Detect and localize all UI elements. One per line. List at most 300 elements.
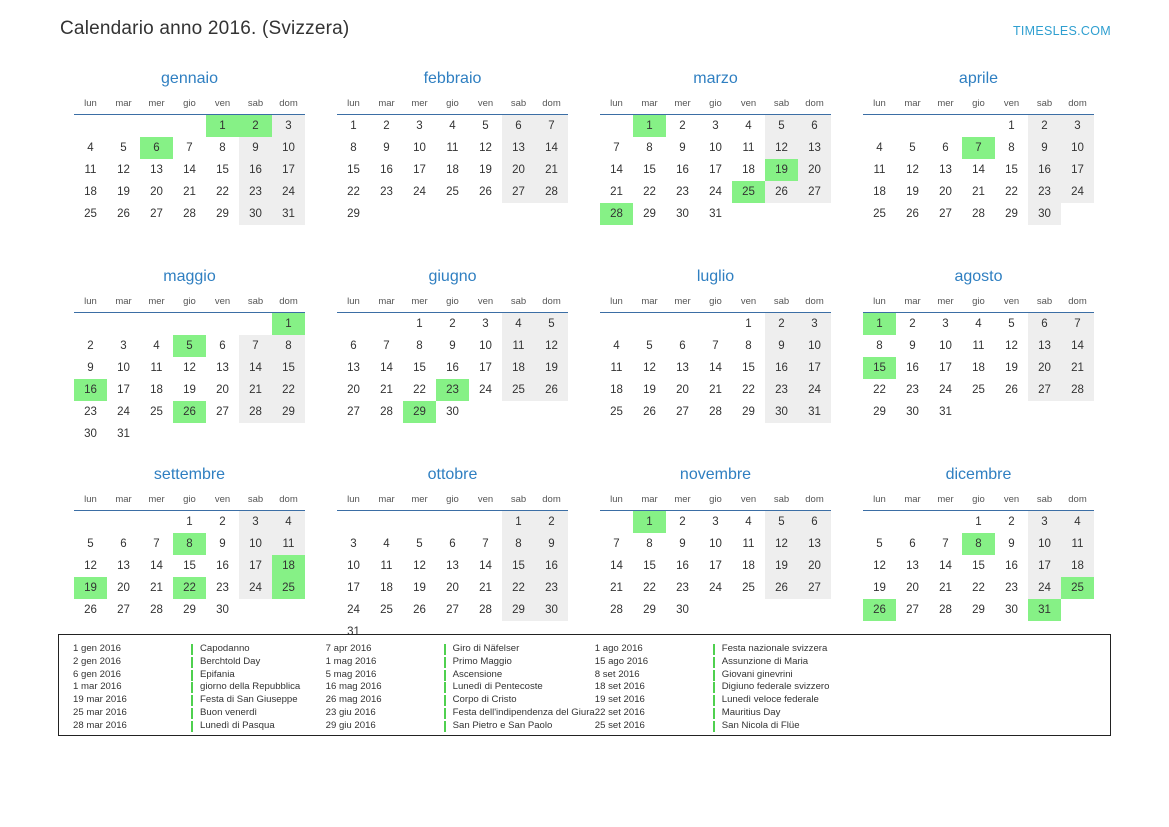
day-weekend[interactable]: 26 — [765, 577, 798, 599]
day-holiday[interactable]: 19 — [74, 577, 107, 599]
day-cell[interactable]: 14 — [709, 362, 722, 374]
day-weekend[interactable]: 13 — [798, 533, 831, 555]
day-cell[interactable]: 12 — [479, 142, 492, 154]
day-cell[interactable]: 15 — [216, 164, 229, 176]
day-weekend[interactable]: 7 — [239, 335, 272, 357]
day-cell[interactable]: 10 — [709, 142, 722, 154]
day-cell[interactable]: 19 — [906, 186, 919, 198]
day-cell[interactable]: 26 — [84, 604, 97, 616]
day-cell[interactable]: 12 — [84, 560, 97, 572]
day-cell[interactable]: 21 — [479, 582, 492, 594]
day-cell[interactable]: 2 — [383, 120, 390, 132]
day-weekend[interactable]: 13 — [1028, 335, 1061, 357]
day-weekend[interactable]: 25 — [502, 379, 535, 401]
day-weekend[interactable]: 2 — [765, 313, 798, 336]
day-cell[interactable]: 28 — [380, 406, 393, 418]
day-weekend[interactable]: 4 — [502, 313, 535, 336]
day-cell[interactable]: 13 — [117, 560, 130, 572]
day-holiday[interactable]: 5 — [173, 335, 206, 357]
day-cell[interactable]: 1 — [745, 318, 752, 330]
day-cell[interactable]: 14 — [972, 164, 985, 176]
day-cell[interactable]: 12 — [643, 362, 656, 374]
day-cell[interactable]: 2 — [679, 120, 686, 132]
day-cell[interactable]: 11 — [84, 164, 97, 176]
day-cell[interactable]: 18 — [446, 164, 459, 176]
day-cell[interactable]: 10 — [413, 142, 426, 154]
day-cell[interactable]: 17 — [939, 362, 952, 374]
day-cell[interactable]: 25 — [610, 406, 623, 418]
day-cell[interactable]: 27 — [216, 406, 229, 418]
day-cell[interactable]: 1 — [975, 516, 982, 528]
day-cell[interactable]: 21 — [380, 384, 393, 396]
day-cell[interactable]: 21 — [939, 582, 952, 594]
day-cell[interactable]: 4 — [153, 340, 160, 352]
day-weekend[interactable]: 12 — [535, 335, 568, 357]
day-cell[interactable]: 28 — [610, 604, 623, 616]
day-cell[interactable]: 2 — [219, 516, 226, 528]
day-weekend[interactable]: 26 — [535, 379, 568, 401]
day-cell[interactable]: 15 — [742, 362, 755, 374]
day-cell[interactable]: 28 — [939, 604, 952, 616]
day-weekend[interactable]: 18 — [502, 357, 535, 379]
day-holiday[interactable]: 2 — [239, 115, 272, 138]
day-cell[interactable]: 5 — [87, 538, 94, 550]
day-weekend[interactable]: 21 — [535, 159, 568, 181]
day-cell[interactable]: 21 — [610, 186, 623, 198]
day-cell[interactable]: 14 — [380, 362, 393, 374]
day-cell[interactable]: 4 — [745, 120, 752, 132]
day-weekend[interactable]: 23 — [535, 577, 568, 599]
day-cell[interactable]: 26 — [1005, 384, 1018, 396]
day-weekend[interactable]: 3 — [798, 313, 831, 336]
day-weekend[interactable]: 24 — [1028, 577, 1061, 599]
day-cell[interactable]: 12 — [1005, 340, 1018, 352]
day-weekend[interactable]: 21 — [1061, 357, 1094, 379]
day-weekend[interactable]: 23 — [239, 181, 272, 203]
day-cell[interactable]: 11 — [873, 164, 886, 176]
day-cell[interactable]: 3 — [350, 538, 357, 550]
day-cell[interactable]: 3 — [942, 318, 949, 330]
day-cell[interactable]: 25 — [380, 604, 393, 616]
day-cell[interactable]: 13 — [216, 362, 229, 374]
day-weekend[interactable]: 12 — [765, 533, 798, 555]
day-holiday[interactable]: 31 — [1028, 599, 1061, 621]
day-weekend[interactable]: 16 — [1028, 159, 1061, 181]
day-cell[interactable]: 17 — [709, 560, 722, 572]
day-cell[interactable]: 4 — [876, 142, 883, 154]
day-cell[interactable]: 23 — [380, 186, 393, 198]
day-holiday[interactable]: 8 — [962, 533, 995, 555]
day-cell[interactable]: 10 — [479, 340, 492, 352]
day-cell[interactable]: 30 — [676, 604, 689, 616]
day-holiday[interactable]: 25 — [272, 577, 305, 599]
day-cell[interactable]: 6 — [942, 142, 949, 154]
day-cell[interactable]: 14 — [479, 560, 492, 572]
day-weekend[interactable]: 30 — [535, 599, 568, 621]
day-cell[interactable]: 16 — [380, 164, 393, 176]
day-weekend[interactable]: 3 — [239, 511, 272, 534]
day-weekend[interactable]: 20 — [798, 555, 831, 577]
day-cell[interactable]: 2 — [679, 516, 686, 528]
day-weekend[interactable]: 31 — [798, 401, 831, 423]
day-cell[interactable]: 19 — [413, 582, 426, 594]
day-cell[interactable]: 8 — [646, 142, 653, 154]
day-weekend[interactable]: 8 — [502, 533, 535, 555]
day-cell[interactable]: 19 — [479, 164, 492, 176]
day-weekend[interactable]: 12 — [765, 137, 798, 159]
day-cell[interactable]: 7 — [383, 340, 390, 352]
day-cell[interactable]: 31 — [939, 406, 952, 418]
day-cell[interactable]: 19 — [873, 582, 886, 594]
day-cell[interactable]: 15 — [347, 164, 360, 176]
day-cell[interactable]: 30 — [1005, 604, 1018, 616]
day-weekend[interactable]: 7 — [1061, 313, 1094, 336]
day-cell[interactable]: 22 — [1005, 186, 1018, 198]
day-cell[interactable]: 29 — [347, 208, 360, 220]
day-cell[interactable]: 11 — [742, 538, 755, 550]
day-weekend[interactable]: 7 — [535, 115, 568, 138]
day-cell[interactable]: 20 — [150, 186, 163, 198]
day-cell[interactable]: 25 — [742, 582, 755, 594]
day-cell[interactable]: 9 — [219, 538, 226, 550]
day-weekend[interactable]: 17 — [1061, 159, 1094, 181]
day-weekend[interactable]: 1 — [502, 511, 535, 534]
day-cell[interactable]: 8 — [416, 340, 423, 352]
day-weekend[interactable]: 27 — [798, 577, 831, 599]
day-cell[interactable]: 7 — [153, 538, 160, 550]
day-cell[interactable]: 17 — [709, 164, 722, 176]
day-cell[interactable]: 30 — [84, 428, 97, 440]
day-cell[interactable]: 29 — [216, 208, 229, 220]
day-holiday[interactable]: 15 — [863, 357, 896, 379]
day-weekend[interactable]: 24 — [798, 379, 831, 401]
day-cell[interactable]: 22 — [347, 186, 360, 198]
day-weekend[interactable]: 29 — [502, 599, 535, 621]
day-cell[interactable]: 12 — [183, 362, 196, 374]
day-cell[interactable]: 27 — [446, 604, 459, 616]
day-cell[interactable]: 15 — [643, 164, 656, 176]
day-cell[interactable]: 26 — [479, 186, 492, 198]
day-weekend[interactable]: 28 — [535, 181, 568, 203]
day-holiday[interactable]: 23 — [436, 379, 469, 401]
day-holiday[interactable]: 26 — [863, 599, 896, 621]
day-weekend[interactable]: 11 — [502, 335, 535, 357]
day-cell[interactable]: 17 — [479, 362, 492, 374]
day-cell[interactable]: 21 — [610, 582, 623, 594]
day-cell[interactable]: 14 — [150, 560, 163, 572]
day-weekend[interactable]: 23 — [1028, 181, 1061, 203]
day-weekend[interactable]: 10 — [1061, 137, 1094, 159]
day-cell[interactable]: 3 — [712, 516, 719, 528]
day-cell[interactable]: 13 — [939, 164, 952, 176]
day-weekend[interactable]: 22 — [502, 577, 535, 599]
day-holiday[interactable]: 7 — [962, 137, 995, 159]
day-cell[interactable]: 22 — [413, 384, 426, 396]
day-weekend[interactable]: 30 — [765, 401, 798, 423]
day-cell[interactable]: 29 — [742, 406, 755, 418]
day-cell[interactable]: 23 — [84, 406, 97, 418]
day-cell[interactable]: 11 — [972, 340, 985, 352]
day-cell[interactable]: 8 — [1008, 142, 1015, 154]
day-cell[interactable]: 8 — [876, 340, 883, 352]
day-weekend[interactable]: 8 — [272, 335, 305, 357]
day-cell[interactable]: 3 — [120, 340, 127, 352]
day-weekend[interactable]: 17 — [272, 159, 305, 181]
day-holiday[interactable]: 1 — [272, 313, 305, 336]
day-holiday[interactable]: 6 — [140, 137, 173, 159]
day-holiday[interactable]: 22 — [173, 577, 206, 599]
day-weekend[interactable]: 2 — [535, 511, 568, 534]
day-cell[interactable]: 16 — [906, 362, 919, 374]
day-cell[interactable]: 22 — [643, 582, 656, 594]
day-weekend[interactable]: 10 — [798, 335, 831, 357]
day-holiday[interactable]: 1 — [633, 511, 666, 534]
day-weekend[interactable]: 31 — [272, 203, 305, 225]
day-cell[interactable]: 4 — [383, 538, 390, 550]
day-weekend[interactable]: 20 — [1028, 357, 1061, 379]
day-holiday[interactable]: 26 — [173, 401, 206, 423]
day-cell[interactable]: 13 — [347, 362, 360, 374]
day-weekend[interactable]: 3 — [1028, 511, 1061, 534]
day-weekend[interactable]: 10 — [1028, 533, 1061, 555]
day-cell[interactable]: 20 — [446, 582, 459, 594]
day-cell[interactable]: 29 — [643, 208, 656, 220]
day-weekend[interactable]: 14 — [535, 137, 568, 159]
day-cell[interactable]: 27 — [117, 604, 130, 616]
day-cell[interactable]: 13 — [150, 164, 163, 176]
day-cell[interactable]: 7 — [712, 340, 719, 352]
day-cell[interactable]: 11 — [610, 362, 623, 374]
day-cell[interactable]: 18 — [873, 186, 886, 198]
day-cell[interactable]: 4 — [975, 318, 982, 330]
day-cell[interactable]: 27 — [347, 406, 360, 418]
day-cell[interactable]: 7 — [482, 538, 489, 550]
day-cell[interactable]: 5 — [909, 142, 916, 154]
day-cell[interactable]: 5 — [876, 538, 883, 550]
day-cell[interactable]: 31 — [709, 208, 722, 220]
day-cell[interactable]: 24 — [479, 384, 492, 396]
day-weekend[interactable]: 27 — [798, 181, 831, 203]
day-cell[interactable]: 8 — [219, 142, 226, 154]
day-cell[interactable]: 13 — [446, 560, 459, 572]
day-cell[interactable]: 30 — [676, 208, 689, 220]
day-cell[interactable]: 23 — [906, 384, 919, 396]
day-weekend[interactable]: 17 — [239, 555, 272, 577]
day-weekend[interactable]: 28 — [239, 401, 272, 423]
day-cell[interactable]: 14 — [610, 164, 623, 176]
day-weekend[interactable]: 9 — [765, 335, 798, 357]
day-cell[interactable]: 23 — [676, 186, 689, 198]
day-weekend[interactable]: 15 — [272, 357, 305, 379]
day-cell[interactable]: 25 — [873, 208, 886, 220]
day-holiday[interactable]: 29 — [403, 401, 436, 423]
day-cell[interactable]: 1 — [350, 120, 357, 132]
day-cell[interactable]: 18 — [972, 362, 985, 374]
day-cell[interactable]: 10 — [347, 560, 360, 572]
day-cell[interactable]: 1 — [416, 318, 423, 330]
day-cell[interactable]: 11 — [380, 560, 393, 572]
day-cell[interactable]: 25 — [972, 384, 985, 396]
day-cell[interactable]: 8 — [350, 142, 357, 154]
day-cell[interactable]: 11 — [150, 362, 163, 374]
day-cell[interactable]: 20 — [117, 582, 130, 594]
day-cell[interactable]: 2 — [1008, 516, 1015, 528]
day-cell[interactable]: 1 — [1008, 120, 1015, 132]
day-cell[interactable]: 30 — [216, 604, 229, 616]
day-cell[interactable]: 30 — [906, 406, 919, 418]
day-weekend[interactable]: 6 — [798, 511, 831, 534]
day-weekend[interactable]: 26 — [765, 181, 798, 203]
day-cell[interactable]: 24 — [709, 582, 722, 594]
day-cell[interactable]: 5 — [120, 142, 127, 154]
day-cell[interactable]: 18 — [84, 186, 97, 198]
day-cell[interactable]: 6 — [449, 538, 456, 550]
day-cell[interactable]: 4 — [87, 142, 94, 154]
day-cell[interactable]: 7 — [186, 142, 193, 154]
day-cell[interactable]: 12 — [906, 164, 919, 176]
day-weekend[interactable]: 10 — [239, 533, 272, 555]
day-cell[interactable]: 2 — [449, 318, 456, 330]
day-cell[interactable]: 3 — [712, 120, 719, 132]
day-cell[interactable]: 2 — [909, 318, 916, 330]
day-cell[interactable]: 26 — [906, 208, 919, 220]
day-cell[interactable]: 22 — [742, 384, 755, 396]
day-cell[interactable]: 20 — [216, 384, 229, 396]
day-cell[interactable]: 7 — [613, 142, 620, 154]
day-cell[interactable]: 4 — [613, 340, 620, 352]
day-cell[interactable]: 22 — [216, 186, 229, 198]
day-holiday[interactable]: 18 — [272, 555, 305, 577]
day-weekend[interactable]: 6 — [798, 115, 831, 138]
day-weekend[interactable]: 21 — [239, 379, 272, 401]
day-cell[interactable]: 16 — [676, 560, 689, 572]
day-weekend[interactable]: 14 — [1061, 335, 1094, 357]
day-cell[interactable]: 24 — [939, 384, 952, 396]
day-weekend[interactable]: 22 — [272, 379, 305, 401]
day-weekend[interactable]: 29 — [272, 401, 305, 423]
day-cell[interactable]: 20 — [676, 384, 689, 396]
day-weekend[interactable]: 27 — [1028, 379, 1061, 401]
day-weekend[interactable]: 19 — [765, 555, 798, 577]
day-weekend[interactable]: 28 — [1061, 379, 1094, 401]
day-cell[interactable]: 9 — [383, 142, 390, 154]
day-cell[interactable]: 29 — [972, 604, 985, 616]
day-weekend[interactable]: 24 — [239, 577, 272, 599]
day-cell[interactable]: 21 — [972, 186, 985, 198]
day-weekend[interactable]: 6 — [502, 115, 535, 138]
day-cell[interactable]: 25 — [84, 208, 97, 220]
day-cell[interactable]: 12 — [117, 164, 130, 176]
day-cell[interactable]: 16 — [446, 362, 459, 374]
day-cell[interactable]: 5 — [482, 120, 489, 132]
day-cell[interactable]: 9 — [449, 340, 456, 352]
day-cell[interactable]: 19 — [643, 384, 656, 396]
day-cell[interactable]: 9 — [1008, 538, 1015, 550]
day-weekend[interactable]: 16 — [535, 555, 568, 577]
day-weekend[interactable]: 3 — [1061, 115, 1094, 138]
day-holiday[interactable]: 1 — [633, 115, 666, 138]
day-cell[interactable]: 31 — [347, 626, 360, 638]
day-cell[interactable]: 28 — [709, 406, 722, 418]
day-cell[interactable]: 23 — [676, 582, 689, 594]
day-holiday[interactable]: 25 — [732, 181, 765, 203]
day-cell[interactable]: 15 — [643, 560, 656, 572]
day-cell[interactable]: 25 — [446, 186, 459, 198]
day-cell[interactable]: 9 — [87, 362, 94, 374]
day-cell[interactable]: 6 — [909, 538, 916, 550]
day-holiday[interactable]: 1 — [863, 313, 896, 336]
day-holiday[interactable]: 8 — [173, 533, 206, 555]
day-cell[interactable]: 29 — [183, 604, 196, 616]
day-cell[interactable]: 18 — [380, 582, 393, 594]
day-cell[interactable]: 27 — [150, 208, 163, 220]
site-link[interactable]: TIMESLES.COM — [1012, 24, 1111, 38]
day-cell[interactable]: 6 — [120, 538, 127, 550]
day-cell[interactable]: 8 — [745, 340, 752, 352]
day-cell[interactable]: 5 — [416, 538, 423, 550]
day-cell[interactable]: 14 — [183, 164, 196, 176]
day-cell[interactable]: 3 — [416, 120, 423, 132]
day-holiday[interactable]: 16 — [74, 379, 107, 401]
day-weekend[interactable]: 24 — [272, 181, 305, 203]
day-cell[interactable]: 19 — [117, 186, 130, 198]
day-cell[interactable]: 15 — [1005, 164, 1018, 176]
day-holiday[interactable]: 19 — [765, 159, 798, 181]
day-cell[interactable]: 26 — [643, 406, 656, 418]
day-cell[interactable]: 28 — [183, 208, 196, 220]
day-weekend[interactable]: 4 — [1061, 511, 1094, 534]
day-cell[interactable]: 20 — [939, 186, 952, 198]
day-cell[interactable]: 27 — [906, 604, 919, 616]
day-cell[interactable]: 3 — [482, 318, 489, 330]
day-cell[interactable]: 10 — [709, 538, 722, 550]
day-cell[interactable]: 10 — [939, 340, 952, 352]
day-cell[interactable]: 11 — [446, 142, 459, 154]
day-cell[interactable]: 25 — [150, 406, 163, 418]
day-cell[interactable]: 22 — [643, 186, 656, 198]
day-cell[interactable]: 23 — [1005, 582, 1018, 594]
day-cell[interactable]: 27 — [939, 208, 952, 220]
day-weekend[interactable]: 9 — [1028, 137, 1061, 159]
day-cell[interactable]: 13 — [906, 560, 919, 572]
day-cell[interactable]: 13 — [676, 362, 689, 374]
day-cell[interactable]: 31 — [117, 428, 130, 440]
day-cell[interactable]: 4 — [745, 516, 752, 528]
day-cell[interactable]: 28 — [150, 604, 163, 616]
day-holiday[interactable]: 28 — [600, 203, 633, 225]
day-cell[interactable]: 6 — [350, 340, 357, 352]
day-cell[interactable]: 18 — [150, 384, 163, 396]
day-weekend[interactable]: 9 — [239, 137, 272, 159]
day-weekend[interactable]: 6 — [1028, 313, 1061, 336]
day-weekend[interactable]: 5 — [535, 313, 568, 336]
day-weekend[interactable]: 9 — [535, 533, 568, 555]
day-weekend[interactable]: 2 — [1028, 115, 1061, 138]
day-holiday[interactable]: 1 — [206, 115, 239, 138]
day-cell[interactable]: 5 — [1008, 318, 1015, 330]
day-cell[interactable]: 7 — [613, 538, 620, 550]
day-cell[interactable]: 28 — [479, 604, 492, 616]
day-cell[interactable]: 8 — [646, 538, 653, 550]
day-cell[interactable]: 18 — [742, 164, 755, 176]
day-weekend[interactable]: 11 — [1061, 533, 1094, 555]
day-cell[interactable]: 6 — [679, 340, 686, 352]
day-cell[interactable]: 18 — [610, 384, 623, 396]
day-cell[interactable]: 21 — [150, 582, 163, 594]
day-cell[interactable]: 17 — [347, 582, 360, 594]
day-cell[interactable]: 24 — [709, 186, 722, 198]
day-weekend[interactable]: 10 — [272, 137, 305, 159]
